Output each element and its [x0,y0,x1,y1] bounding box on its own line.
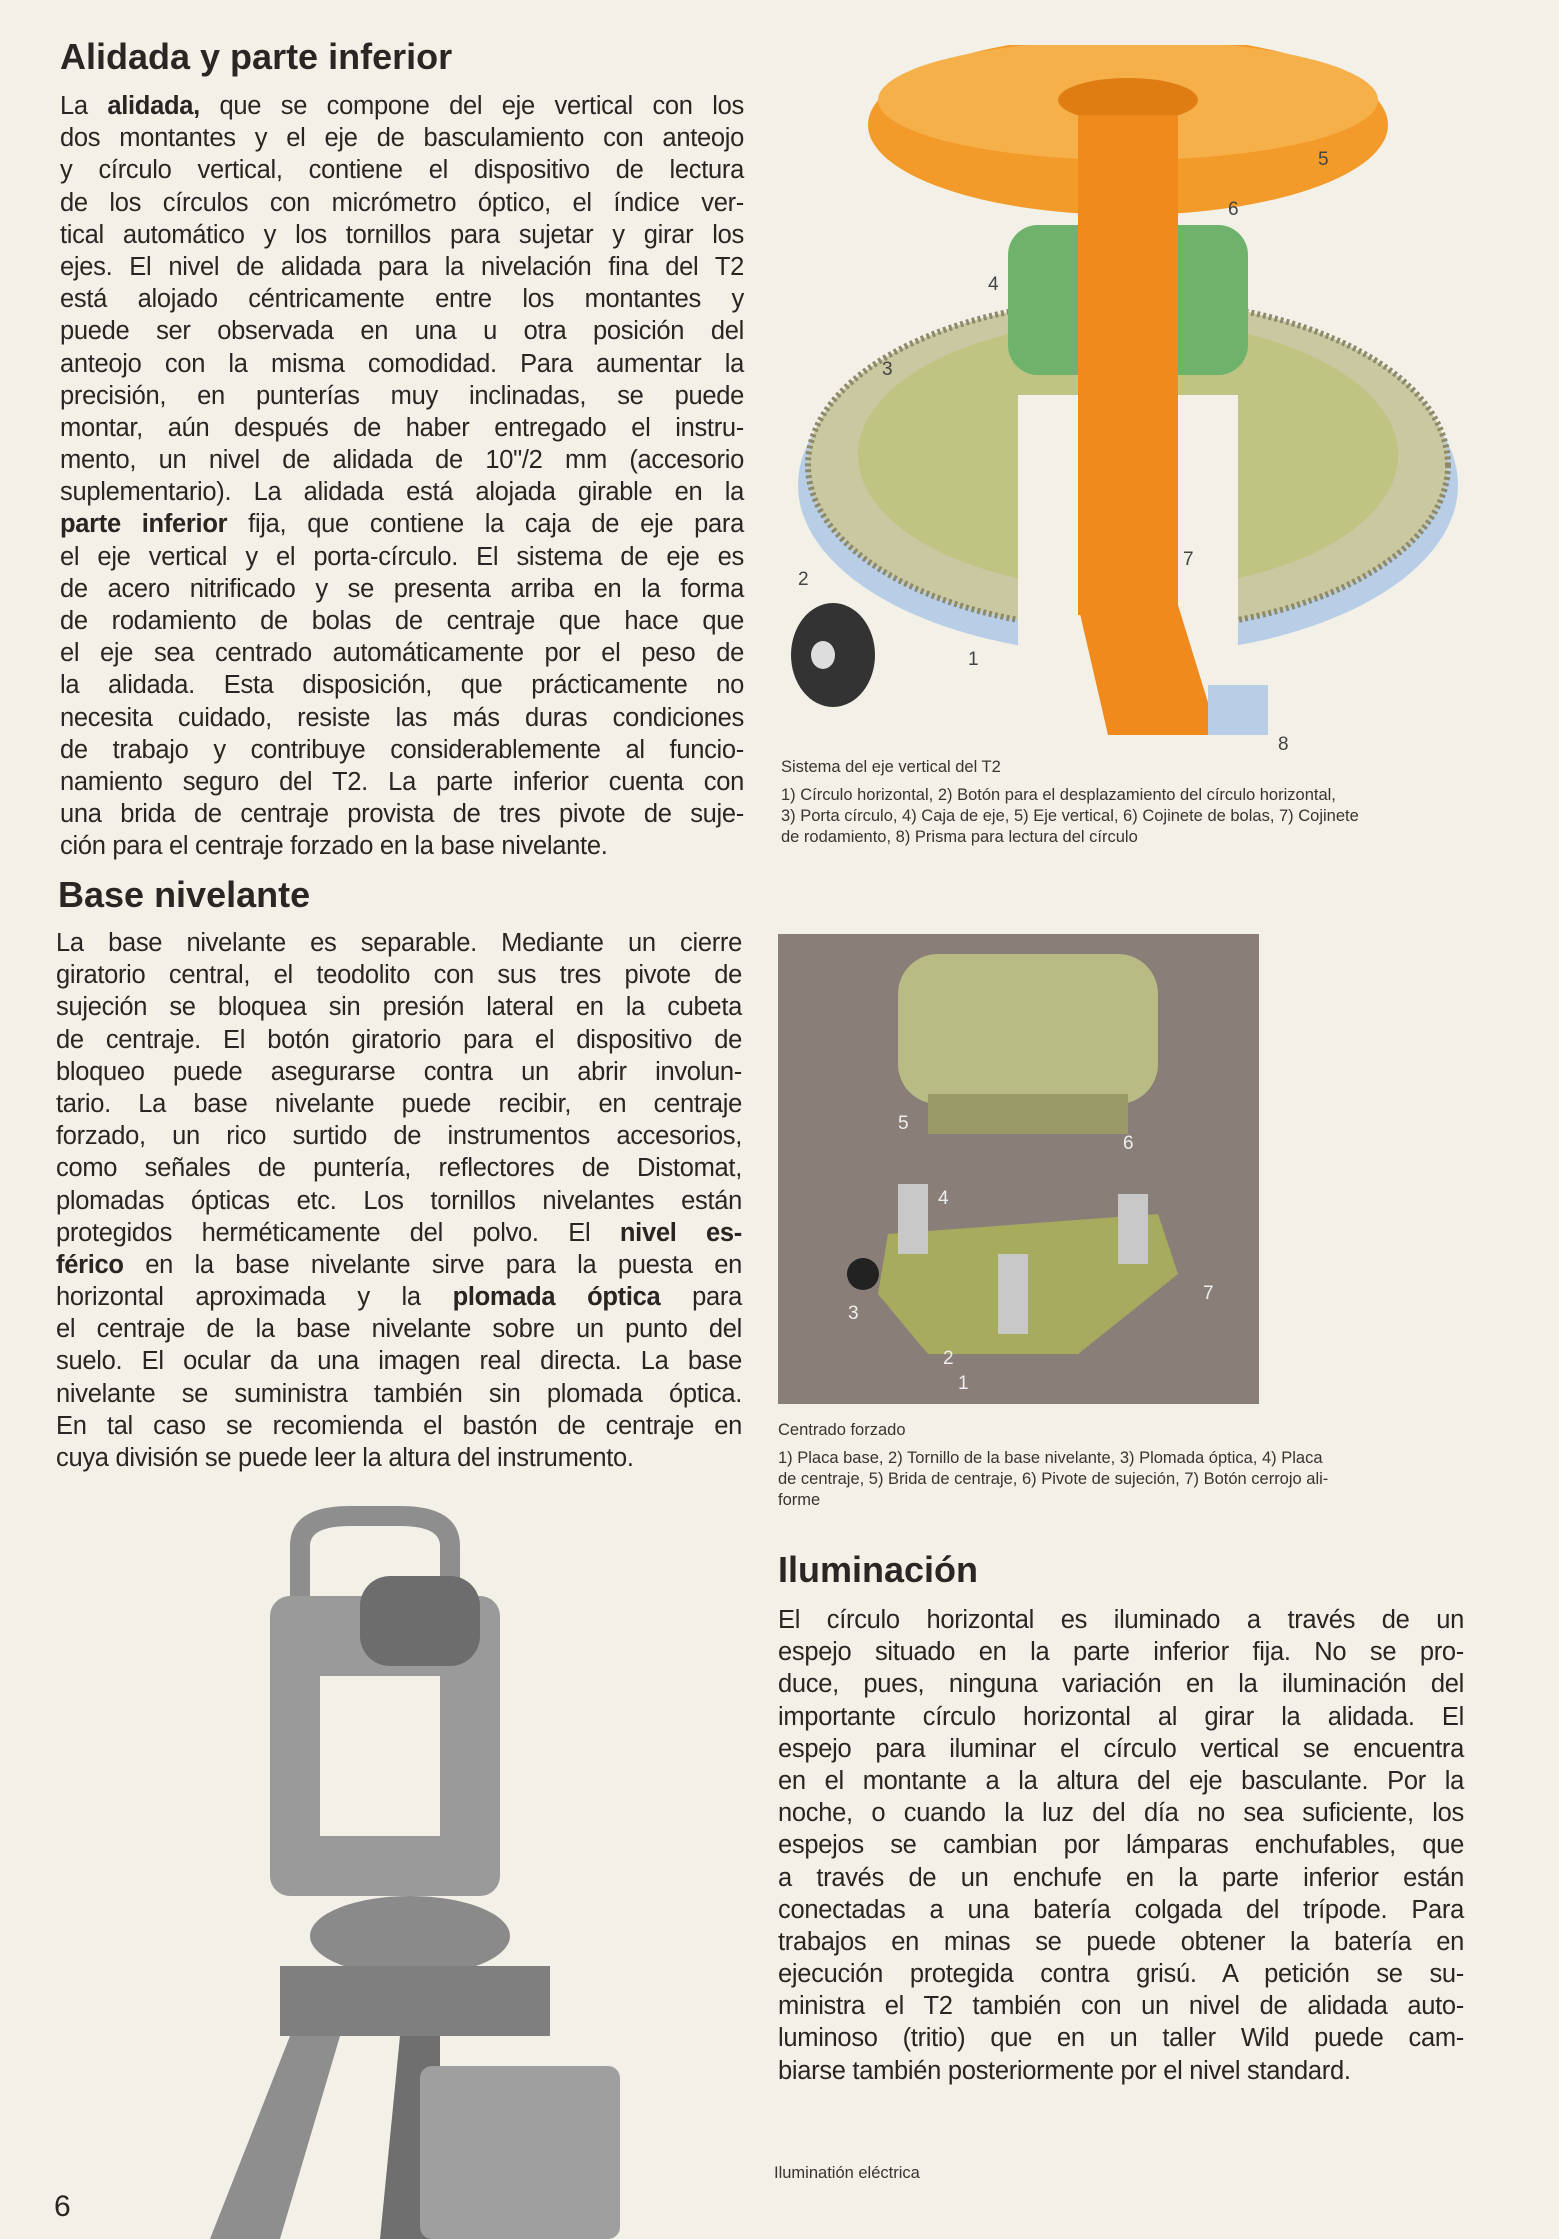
photo-label: 3 [848,1303,859,1324]
text-line: el eje vertical y el porta-círculo. El sistema de eje es [60,542,744,571]
text-line [60,90,744,122]
legend-line: de rodamiento, 8) Prisma para lectura del círculo [781,828,1138,846]
text-segment: protegidos herméticamente del polvo. El [56,1218,620,1247]
text-line: plomadas ópticas etc. Los tornillos nivelantes están [56,1186,742,1215]
diagram-label: 8 [1278,734,1289,755]
text-line: El círculo horizontal es iluminado a través de un [778,1606,1464,1634]
bold-term: plomada óptica [452,1283,661,1312]
text-line: suplementario). La alidada está alojada girable en la [60,478,744,507]
text-line: de centraje. El botón giratorio para el dispositivo de [56,1025,742,1054]
diagram-label: 3 [882,359,893,380]
bold-term: férico [56,1250,124,1279]
bold-term: alidada, [107,92,200,120]
text-line: tical automático y los tornillos para sujetar y girar los [60,220,744,249]
text-line: puede ser observada en una u otra posición del [60,317,744,346]
photo-label: 2 [943,1348,954,1369]
text-line [56,1217,742,1249]
text-line: en el montante a la altura del eje basculante. Por la [778,1766,1464,1795]
text-line: de los círculos con micrómetro óptico, el índice ver- [60,188,744,217]
text-line: bloqueo puede asegurarse contra un abrir involun- [56,1057,742,1086]
text-line: montar, aún después de haber entregado el instru- [60,413,744,442]
page-number: 6 [54,2190,71,2223]
text-line: suelo. El ocular da una imagen real directa. La base [56,1347,742,1376]
text-line: como señales de puntería, reflectores de Distomat, [56,1154,742,1183]
diagram-label: 5 [1318,149,1329,170]
diagram-label: 2 [798,569,809,590]
photo-label: 4 [938,1188,949,1209]
legend-line: 1) Círculo horizontal, 2) Botón para el desplazamiento del círculo horizontal, [781,786,1336,804]
text-alidada [60,90,744,863]
text-line [56,1281,742,1313]
text-line: ción para el centraje forzado en la base nivelante. [60,832,608,861]
heading-alidada: Alidada y parte inferior [60,36,453,77]
text-line: anteojo con la misma comodidad. Para aumentar la [60,349,744,378]
text-line: a través de un enchufe en la parte inferior están [778,1863,1464,1892]
figure1-caption [781,757,1471,848]
vertical-axis-diagram [778,45,1478,760]
text-line: duce, pues, ninguna variación en la iluminación del [778,1670,1464,1699]
text-segment: para [660,1283,742,1312]
text-line: ministra el T2 también con un nivel de alidada auto- [778,1992,1464,2021]
figure2-legend [778,1448,1468,1511]
bold-term: nivel es- [619,1218,742,1247]
bold-term: parte inferior [60,510,228,539]
text-iluminacion [778,1604,1464,2087]
figure1-legend [781,785,1471,848]
text-segment: fija, que contiene la caja de eje para [227,510,745,539]
text-line: nivelante se suministra también sin plomada óptica. [56,1379,742,1408]
theodolite-photo [150,1506,630,2239]
text-line: mento, un nivel de alidada de 10"/2 mm (accesorio [60,446,744,475]
figure2-caption [778,1420,1468,1511]
text-line: de trabajo y contribuye considerablemente al funcio- [60,735,744,764]
text-line: cuya división se puede leer la altura del instrumento. [56,1444,634,1472]
text-base-nivelante [56,927,742,1474]
heading-iluminacion: Iluminación [778,1549,979,1590]
text-line: el centraje de la base nivelante sobre un punto del [56,1315,742,1344]
figure1-title: Sistema del eje vertical del T2 [781,758,1001,776]
text-line: conectadas a una batería colgada del trípode. Para [778,1895,1464,1924]
legend-line: forme [778,1491,821,1509]
text-segment: que se compone del eje vertical con los [199,92,744,120]
photo-label: 7 [1203,1283,1214,1304]
legend-line: 3) Porta círculo, 4) Caja de eje, 5) Eje vertical, 6) Cojinete de bolas, 7) Cojinete [781,807,1359,825]
forced-centering-photo [778,934,1259,1404]
figure3-caption: Iluminatión eléctrica [774,2164,920,2182]
text-segment: La [60,92,108,120]
text-line: espejo para iluminar el círculo vertical se encuentra [778,1734,1464,1763]
text-line [56,1249,742,1281]
text-line: sujeción se bloquea sin presión lateral en la cubeta [56,993,742,1022]
text-segment: horizontal aproximada y la [56,1283,453,1312]
text-line: trabajos en minas se puede obtener la batería en [778,1927,1464,1956]
text-line: namiento seguro del T2. La parte inferior cuenta con [60,767,744,796]
text-line: espejo situado en la parte inferior fija. No se pro- [778,1638,1464,1667]
photo-label: 1 [958,1373,969,1394]
text-line: de acero nitrificado y se presenta arriba en la forma [60,574,744,603]
text-line: luminoso (tritio) que en un taller Wild puede cam- [778,2024,1464,2053]
text-line: espejos se cambian por lámparas enchufables, que [778,1831,1464,1860]
text-line: ejecución protegida contra grisú. A petición se su- [778,1960,1464,1989]
text-line: giratorio central, el teodolito con sus tres pivote de [56,961,742,990]
text-line: una brida de centraje provista de tres pivote de suje- [60,800,744,829]
text-line: noche, o cuando la luz del día no sea suficiente, los [778,1799,1464,1828]
diagram-label: 6 [1228,199,1239,220]
text-line: la alidada. Esta disposición, que prácticamente no [60,671,744,700]
text-segment: en la base nivelante sirve para la puesta en [123,1250,742,1279]
text-line: En tal caso se recomienda el bastón de centraje en [56,1411,742,1440]
text-line: biarse también posteriormente por el nivel standard. [778,2056,1351,2085]
diagram-label: 1 [968,649,979,670]
figure2-title: Centrado forzado [778,1421,906,1439]
text-line: forzado, un rico surtido de instrumentos accesorios, [56,1122,742,1151]
text-line: tario. La base nivelante puede recibir, en centraje [56,1089,742,1118]
text-line: La base nivelante es separable. Mediante un cierre [56,929,742,957]
text-line: importante círculo horizontal al girar la alidada. El [778,1702,1464,1731]
text-line: precisión, en punterías muy inclinadas, se puede [60,381,744,410]
diagram-label: 7 [1183,549,1194,570]
text-line: necesita cuidado, resiste las más duras condiciones [60,703,744,732]
text-line: está alojado céntricamente entre los montantes y [60,285,744,314]
legend-line: de centraje, 5) Brida de centraje, 6) Pivote de sujeción, 7) Botón cerrojo ali- [778,1470,1329,1488]
photo-label: 6 [1123,1133,1134,1154]
heading-base-nivelante: Base nivelante [58,874,311,915]
text-line [60,508,744,540]
text-line: dos montantes y el eje de basculamiento con anteojo [60,124,744,153]
legend-line: 1) Placa base, 2) Tornillo de la base nivelante, 3) Plomada óptica, 4) Placa [778,1449,1323,1467]
text-line: de rodamiento de bolas de centraje que hace que [60,607,744,635]
photo-label: 5 [898,1113,909,1134]
text-line: y círculo vertical, contiene el dispositivo de lectura [60,156,744,185]
diagram-label: 4 [988,274,999,295]
text-line: ejes. El nivel de alidada para la nivelación fina del T2 [60,252,744,281]
text-line: el eje sea centrado automáticamente por el peso de [60,639,744,668]
